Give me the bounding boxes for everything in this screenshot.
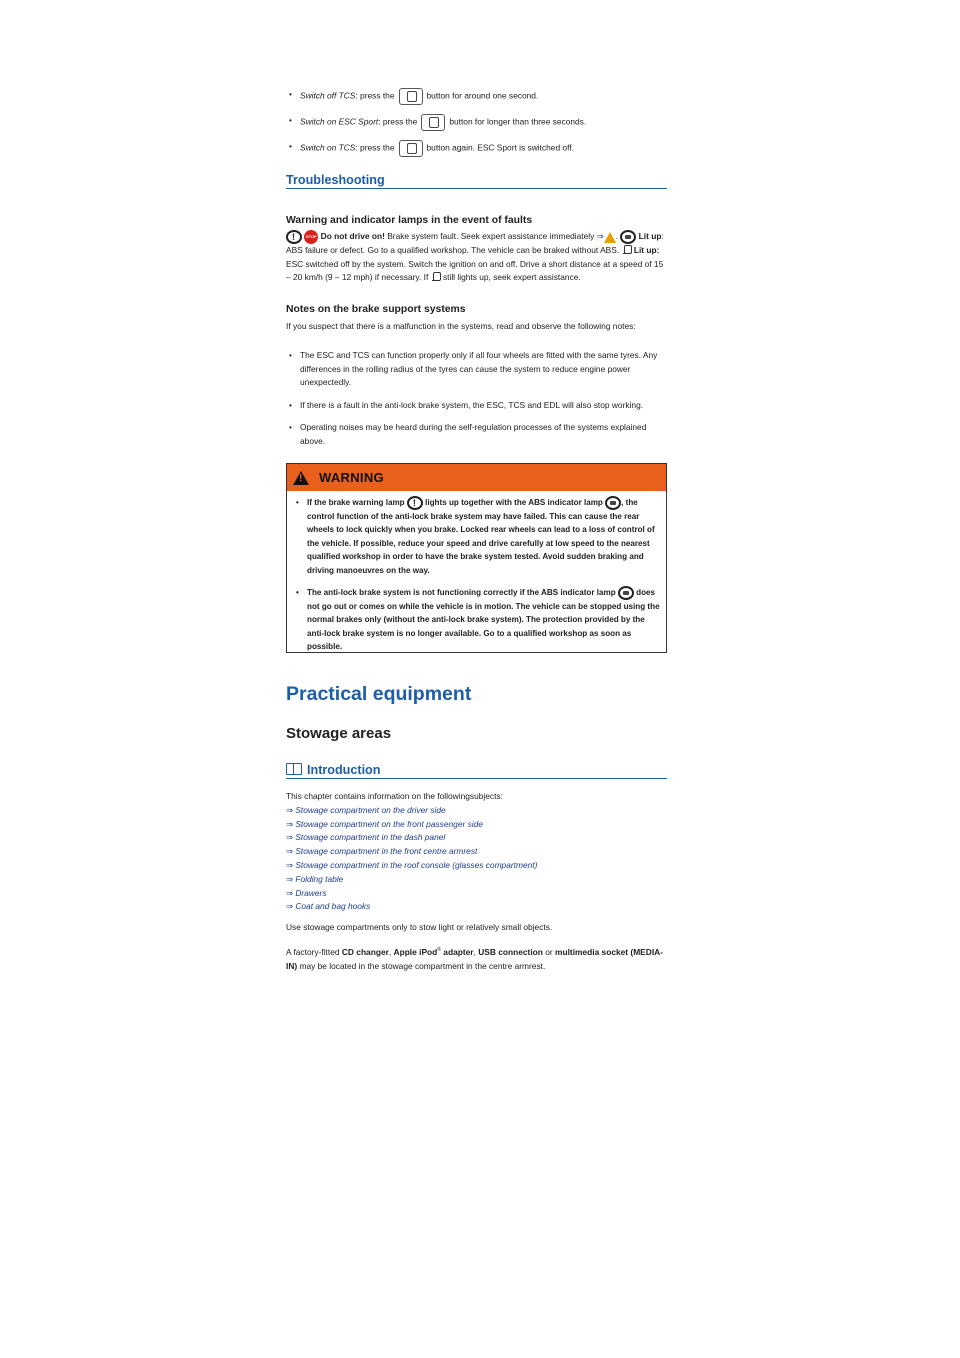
notes-heading: Notes on the brake support systems: [286, 304, 466, 315]
list-item: • Switch on TCS: press the button again. ESC Sport is switched off.: [286, 140, 667, 157]
link-front-passenger-side[interactable]: ⇒ Stowage compartment on the front passenger side: [286, 818, 483, 829]
introduction-content: [286, 790, 667, 973]
factory-fitted-text: A factory-fitted CD changer, Apple iPod® adapter, USB connection or multimedia socket (MEDIA-IN) may be located in the stowage compartment in the centre armrest.: [286, 946, 663, 971]
list-item: • Switch off TCS: press the button for around one second.: [286, 88, 667, 105]
troubleshooting-heading: Troubleshooting: [286, 173, 667, 189]
link-folding-table[interactable]: ⇒ Folding table: [286, 873, 344, 884]
list-item: • Switch on ESC Sport: press the button for longer than three seconds.: [286, 114, 667, 131]
link-dash-panel[interactable]: ⇒ Stowage compartment in the dash panel: [286, 832, 446, 843]
brake-warning-icon: [286, 230, 302, 244]
lamps-description: ! STOP Do not drive on! Brake system fault. Seek expert assistance immediately ⇒ . Lit up: ABS failure or defect. Go to a qualified workshop. The vehicle can be braked without ABS. Lit up: ESC switched off by the system. Switch the ignition on and off. Drive a short distance at a speed of 15 – 20 km/h (9 – 12 mph) if necessary. If still lights up, seek expert assistance.: [286, 230, 667, 285]
lamps-heading: Warning and indicator lamps in the event of faults: [286, 215, 533, 226]
bullet-term: Switch on ESC Sport: [300, 116, 379, 127]
link-drawers[interactable]: ⇒ Drawers: [286, 887, 327, 898]
list-item: • If the brake warning lamp ! lights up together with the ABS indicator lamp , the control function of the anti-lock brake system may have failed. This can cause the rear wheels to lock quickly when you brake. Locked rear wheels can lead to a loss of control of the vehicle. If possible, reduce your speed and drive carefully at low speed to the nearest qualified workshop in order to have the brake system tested. Avoid sudden braking and driving manoeuvres on the way.: [293, 496, 662, 577]
link-coat-hooks[interactable]: ⇒ Coat and bag hooks: [286, 901, 371, 912]
list-item: • Operating noises may be heard during the self-regulation processes of the systems explained above.: [289, 422, 647, 446]
abs-icon: [620, 230, 636, 244]
warning-reference-link[interactable]: ⇒: [597, 231, 616, 241]
book-icon: [286, 763, 302, 775]
esc-icon: [431, 271, 441, 284]
warning-triangle-icon: [293, 471, 309, 485]
link-roof-console[interactable]: ⇒ Stowage compartment in the roof console (glasses compartment): [286, 859, 538, 870]
list-item: • If there is a fault in the anti-lock brake system, the ESC, TCS and EDL will also stop working.: [289, 399, 644, 410]
notes-intro: If you suspect that there is a malfunction in the systems, read and observe the following notes:: [286, 321, 636, 331]
section-title: Stowage areas: [286, 725, 392, 742]
intro-text: This chapter contains information on the followingsubjects:: [286, 791, 503, 801]
esc-off-button-icon: [399, 140, 423, 157]
esc-switch-instructions: [286, 88, 667, 166]
chapter-title: Practical equipment: [286, 683, 472, 705]
brake-warning-icon: [407, 496, 423, 510]
use-text: Use stowage compartments only to stow light or relatively small objects.: [286, 922, 553, 933]
warning-title: WARNING: [319, 470, 384, 485]
link-driver-side[interactable]: ⇒ Stowage compartment on the driver side: [286, 804, 446, 815]
stop-icon: STOP: [304, 230, 318, 244]
link-front-centre-armrest[interactable]: ⇒ Stowage compartment in the front centre armrest: [286, 846, 478, 857]
notes-list: [286, 349, 667, 458]
abs-icon: [618, 586, 634, 600]
warning-body: [287, 491, 666, 654]
esc-off-button-icon: [399, 88, 423, 105]
esc-off-button-icon: [421, 114, 445, 131]
bullet-term: Switch off TCS: [300, 90, 356, 101]
warning-box: [286, 463, 667, 653]
list-item: • The ESC and TCS can function properly only if all four wheels are fitted with the same tyres. Any differences in the rolling radius of the tyres can cause the system to reduce engine power unexpectedly.: [289, 350, 658, 388]
esc-icon: [622, 244, 632, 257]
warning-header: [287, 464, 666, 491]
warning-triangle-icon: [604, 232, 616, 243]
bullet-term: Switch on TCS: [300, 142, 356, 153]
abs-icon: [605, 496, 621, 510]
list-item: • The anti-lock brake system is not functioning correctly if the ABS indicator lamp does not go out or comes on while the vehicle is in motion. The vehicle can be stopped using the normal brakes only (without the anti-lock brake system). The protection provided by the anti-lock brake system is no longer available. Go to a qualified workshop as soon as possible.: [296, 588, 660, 652]
introduction-heading: Introduction: [286, 763, 667, 779]
